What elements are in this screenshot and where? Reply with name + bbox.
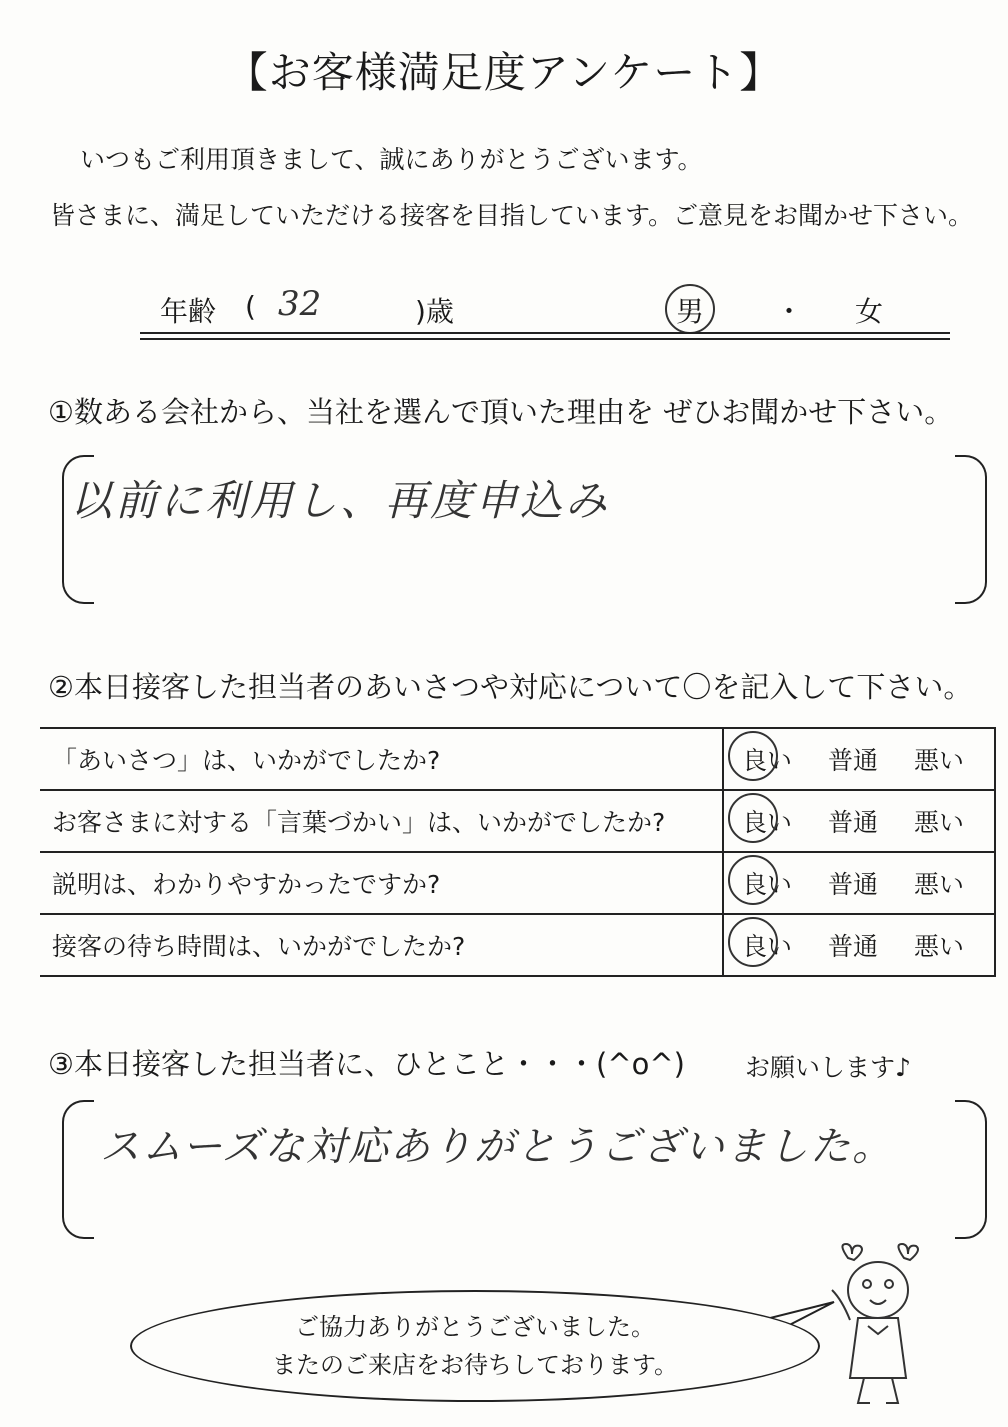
rating-row (40, 914, 995, 976)
age-open-paren: ( (245, 290, 256, 323)
selected-circle-mark (728, 855, 778, 905)
rating-option-good[interactable]: 良い (724, 927, 810, 963)
profile-rule-bottom (140, 338, 950, 340)
rating-option-bad[interactable]: 悪い (913, 746, 964, 775)
q3-answer[interactable]: スムーズな対応ありがとうございました。 (100, 1124, 894, 1170)
selected-circle-mark (728, 793, 778, 843)
selected-circle-mark (728, 917, 778, 967)
rating-option-good[interactable]: 良い (724, 865, 810, 901)
gender-female[interactable]: 女 (855, 295, 884, 328)
closing-line-2: またのご来店をお待ちしております。 (271, 1351, 679, 1379)
q3-question: ③本日接客した担当者に、ひとこと・・・(^o^) (48, 1047, 685, 1081)
q1-question: ①数ある会社から、当社を選んで頂いた理由を ぜひお聞かせ下さい。 (48, 395, 954, 429)
rating-option-normal[interactable]: 普通 (827, 808, 878, 837)
q1-answer-bracket-right (955, 455, 987, 604)
rating-option-bad[interactable]: 悪い (913, 870, 964, 899)
q3-answer-bracket-right (955, 1100, 987, 1239)
rating-option-normal[interactable]: 普通 (827, 746, 878, 775)
q3-request: お願いします♪ (745, 1053, 911, 1082)
gender-male[interactable]: 男 (676, 295, 705, 328)
rating-row (40, 790, 995, 852)
selected-circle-mark (728, 731, 778, 781)
rating-row-options (723, 852, 995, 914)
rating-row-question: お客さまに対する「言葉づかい」は、いかがでしたか? (40, 790, 723, 852)
age-label: 年齢 (160, 295, 217, 328)
intro-line-1: いつもご利用頂きまして、誠にありがとうございます。 (80, 145, 703, 174)
intro-line-2: 皆さまに、満足していただける接客を目指しています。ご意見をお聞かせ下さい。 (50, 201, 974, 230)
rating-option-good[interactable]: 良い (724, 741, 810, 777)
rating-option-bad[interactable]: 悪い (913, 932, 964, 961)
rating-row-question: 説明は、わかりやすかったですか? (40, 852, 723, 914)
closing-bubble (130, 1290, 820, 1402)
rating-row (40, 852, 995, 914)
age-close-paren: )歳 (415, 295, 454, 328)
q1-answer[interactable]: 以前に利用し、再度申込み (70, 476, 611, 525)
rating-row-options (723, 790, 995, 852)
closing-line-1: ご協力ありがとうございました。 (295, 1313, 655, 1341)
rating-table (40, 727, 996, 977)
rating-option-bad[interactable]: 悪い (913, 808, 964, 837)
gender-separator: ・ (775, 295, 804, 328)
rating-row-options (723, 914, 995, 976)
rating-row-question: 「あいさつ」は、いかがでしたか? (40, 728, 723, 790)
rating-option-normal[interactable]: 普通 (827, 932, 878, 961)
age-value[interactable]: 32 (278, 284, 322, 324)
rating-option-good[interactable]: 良い (724, 803, 810, 839)
profile-rule-top (140, 332, 950, 334)
rating-row (40, 728, 995, 790)
rating-option-normal[interactable]: 普通 (827, 870, 878, 899)
rating-row-question: 接客の待ち時間は、いかがでしたか? (40, 914, 723, 976)
rating-row-options (723, 728, 995, 790)
survey-title: 【お客様満足度アンケート】 (225, 48, 783, 97)
q2-question: ②本日接客した担当者のあいさつや対応について〇を記入して下さい。 (48, 670, 973, 704)
q3-answer-bracket-left (62, 1100, 94, 1239)
